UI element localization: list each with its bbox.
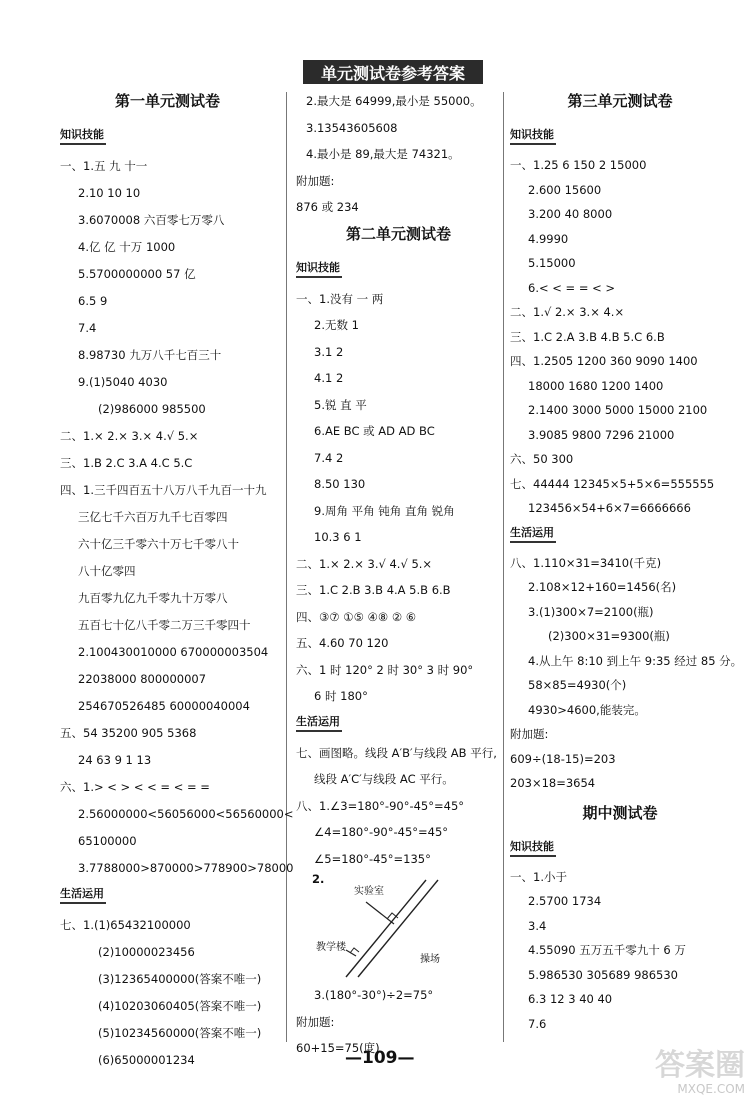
answer-line: 2.5700 1734 bbox=[528, 894, 602, 908]
answer-line: 四、③⑦ ①⑤ ④⑧ ② ⑥ bbox=[296, 609, 417, 624]
answer-line: 4.1 2 bbox=[314, 371, 344, 385]
answer-line: 三亿七千六百万九千七百零四 bbox=[78, 510, 228, 524]
answer-line: 3.(180°-30°)÷2=75° bbox=[314, 988, 434, 1002]
answer-line: 6.5 9 bbox=[78, 294, 108, 308]
answer-line: 九百零九亿九千零九十万零八 bbox=[78, 591, 228, 605]
answer-line: 5.15000 bbox=[528, 256, 576, 270]
answer-list bbox=[510, 153, 730, 521]
answer-line: 3.7788000>870000>778900>78000 bbox=[78, 861, 294, 875]
answer-line: 三、1.C 2.B 3.B 4.A 5.B 6.B bbox=[296, 583, 451, 597]
answer-line: 4.亿 亿 十万 1000 bbox=[78, 240, 176, 254]
answer-line: 2.1400 3000 5000 15000 2100 bbox=[528, 403, 708, 417]
answer-line: 6 时 180° bbox=[314, 689, 368, 703]
answer-line: 65100000 bbox=[78, 834, 137, 848]
answer-line: 2.10 10 10 bbox=[78, 186, 141, 200]
answer-line: 9.(1)5040 4030 bbox=[78, 375, 168, 389]
answer-line: 一、1.25 6 150 2 15000 bbox=[510, 158, 647, 172]
answer-list bbox=[296, 740, 501, 873]
answer-line: 876 或 234 bbox=[296, 200, 359, 214]
section-label: 知识技能 bbox=[510, 838, 556, 857]
watermark-text: 答案圈 bbox=[655, 1048, 745, 1083]
column-unit-1 bbox=[60, 88, 294, 1074]
answer-line: 18000 1680 1200 1400 bbox=[528, 378, 664, 393]
answer-line: ∠4=180°-90°-45°=45° bbox=[314, 825, 449, 839]
answer-line: 3.9085 9800 7296 21000 bbox=[528, 427, 675, 442]
answer-line: 2.108×12+160=1456(名) bbox=[528, 580, 677, 594]
answer-list bbox=[60, 153, 294, 882]
answer-line: 4.从上午 8:10 到上午 9:35 经过 85 分。 bbox=[528, 653, 743, 668]
answer-line: 4.55090 五万五千零九十 6 万 bbox=[528, 943, 686, 957]
column-divider bbox=[286, 92, 287, 1042]
answer-line: 七、44444 12345×5+5×6=555555 bbox=[510, 476, 715, 491]
answer-line: 3.200 40 8000 bbox=[528, 207, 613, 221]
unit-2-title: 第二单元测试卷 bbox=[345, 224, 451, 243]
answer-line: 一、1.没有 一 两 bbox=[296, 291, 384, 306]
answer-line: 7.4 2 bbox=[314, 450, 344, 465]
answer-line: 2.无数 1 bbox=[314, 318, 359, 332]
answer-line: 附加题: bbox=[296, 173, 335, 188]
answer-list bbox=[510, 865, 730, 1037]
column-divider bbox=[503, 92, 504, 1042]
answer-line: 五、4.60 70 120 bbox=[296, 636, 389, 650]
answer-line: 8.50 130 bbox=[314, 477, 366, 491]
answer-line: 3.1 2 bbox=[314, 344, 344, 359]
answer-line: 四、1.三千四百五十八万八千九百一十九 bbox=[60, 483, 267, 497]
answer-line: 线段 A′C′与线段 AC 平行。 bbox=[314, 772, 454, 786]
answers-banner: 单元测试卷参考答案 bbox=[303, 60, 483, 84]
answer-line: 58×85=4930(个) bbox=[528, 678, 627, 692]
diagram-number: 2. bbox=[312, 872, 325, 886]
answer-line: 附加题: bbox=[296, 1014, 335, 1029]
answer-line: (3)12365400000(答案不唯一) bbox=[98, 972, 262, 986]
answer-line: 二、1.× 2.× 3.× 4.√ 5.× bbox=[60, 429, 199, 443]
answer-line: 3.13543605608 bbox=[306, 120, 398, 135]
answer-line: 三、1.C 2.A 3.B 4.B 5.C 6.B bbox=[510, 329, 665, 344]
answer-line: 四、1.2505 1200 360 9090 1400 bbox=[510, 354, 698, 368]
answer-line: 6.AE BC 或 AD AD BC bbox=[314, 424, 435, 438]
answer-line: (2)10000023456 bbox=[98, 945, 195, 959]
answer-line: 七、1.(1)65432100000 bbox=[60, 918, 191, 932]
answer-list bbox=[510, 551, 743, 796]
answer-line: 五、54 35200 905 5368 bbox=[60, 726, 197, 740]
answer-line: (2)300×31=9300(瓶) bbox=[548, 629, 670, 643]
answer-line: 2.100430010000 670000003504 bbox=[78, 645, 269, 659]
answer-line: 609÷(18-15)=203 bbox=[510, 751, 616, 766]
answer-line: 附加题: bbox=[510, 727, 549, 741]
answer-line: (4)10203060405(答案不唯一) bbox=[98, 999, 262, 1013]
answer-line: 7.6 bbox=[528, 1016, 547, 1031]
answer-line: 六、50 300 bbox=[510, 452, 574, 466]
section-label: 知识技能 bbox=[296, 259, 342, 278]
midterm-title: 期中测试卷 bbox=[582, 803, 658, 822]
answer-line: 203×18=3654 bbox=[510, 776, 596, 790]
answer-line: 10.3 6 1 bbox=[314, 530, 362, 544]
answer-line: 4.最小是 89,最大是 74321。 bbox=[306, 147, 460, 161]
watermark-logo bbox=[620, 1050, 745, 1100]
answer-line: 六、1 时 120° 2 时 30° 3 时 90° bbox=[296, 662, 474, 677]
section-label: 知识技能 bbox=[510, 126, 556, 145]
answer-line: 八十亿零四 bbox=[78, 564, 136, 578]
answer-line: 2.600 15600 bbox=[528, 182, 602, 197]
map-diagram bbox=[296, 872, 496, 982]
watermark-url: MXQE.COM bbox=[677, 1082, 745, 1096]
answer-line: 二、1.√ 2.× 3.× 4.× bbox=[510, 305, 625, 319]
unit-3-title: 第三单元测试卷 bbox=[567, 92, 673, 110]
lab-label: 实验室 bbox=[354, 886, 384, 897]
answer-line: 六十亿三千零六十万七千零八十 bbox=[78, 537, 239, 551]
playground-label: 操场 bbox=[420, 954, 440, 965]
answer-line: 2.最大是 64999,最小是 55000。 bbox=[306, 94, 482, 108]
answer-line: ∠5=180°-45°=135° bbox=[314, 851, 431, 866]
answer-line: (5)10234560000(答案不唯一) bbox=[98, 1026, 262, 1040]
answer-line: 二、1.× 2.× 3.√ 4.√ 5.× bbox=[296, 556, 433, 571]
answer-line: 6.< < = = < > bbox=[528, 280, 616, 295]
answer-line: 4930>4600,能装完。 bbox=[528, 702, 646, 717]
answer-line: 9.周角 平角 钝角 直角 锐角 bbox=[314, 503, 455, 518]
unit-1-title: 第一单元测试卷 bbox=[114, 92, 220, 110]
answer-line: 24 63 9 1 13 bbox=[78, 753, 152, 767]
answer-line: 5.5700000000 57 亿 bbox=[78, 267, 196, 281]
answer-line: 3.6070008 六百零七万零八 bbox=[78, 213, 225, 227]
answer-line: 2.56000000<56056000<56560000< bbox=[78, 807, 294, 821]
answer-line: 五百七十亿八千零二万三千零四十 bbox=[78, 618, 251, 632]
answer-list bbox=[296, 286, 501, 710]
answer-line: 3.(1)300×7=2100(瓶) bbox=[528, 604, 654, 619]
answer-list bbox=[60, 912, 275, 1074]
section-label: 生活运用 bbox=[296, 713, 342, 732]
answer-line: 三、1.B 2.C 3.A 4.C 5.C bbox=[60, 456, 193, 470]
answer-line: 60+15=75(度) bbox=[296, 1041, 380, 1055]
section-label: 生活运用 bbox=[60, 885, 106, 904]
section-label: 生活运用 bbox=[510, 524, 556, 543]
school-label: 教学楼 bbox=[316, 942, 346, 953]
column-unit-3 bbox=[510, 88, 743, 1036]
answer-line: 4.9990 bbox=[528, 231, 569, 246]
answer-line: 一、1.五 九 十一 bbox=[60, 159, 148, 173]
answer-list bbox=[296, 88, 501, 221]
answer-line: 3.4 bbox=[528, 918, 547, 933]
page-number: —109— bbox=[345, 1048, 415, 1068]
answer-line: (6)65000001234 bbox=[98, 1053, 195, 1067]
answer-line: 八、1.110×31=3410(千克) bbox=[510, 555, 662, 570]
answer-line: 123456×54+6×7=6666666 bbox=[528, 501, 691, 515]
answer-line: 八、1.∠3=180°-90°-45°=45° bbox=[296, 798, 465, 813]
answer-line: 七、画图略。线段 A′B′与线段 AB 平行, bbox=[296, 745, 497, 760]
column-unit-2 bbox=[296, 88, 501, 1062]
answer-line: 22038000 800000007 bbox=[78, 672, 207, 686]
answer-line: 5.986530 305689 986530 bbox=[528, 967, 678, 982]
answer-line: 7.4 bbox=[78, 321, 97, 335]
answer-line: 六、1.> < > < < = < = = bbox=[60, 780, 210, 794]
answer-line: 254670526485 60000040004 bbox=[78, 699, 250, 713]
answer-line: 一、1.小于 bbox=[510, 869, 567, 884]
diagram-lines bbox=[296, 872, 496, 982]
answer-line: 5.锐 直 平 bbox=[314, 397, 367, 412]
answer-line: 8.98730 九万八千七百三十 bbox=[78, 348, 222, 362]
section-label: 知识技能 bbox=[60, 126, 106, 145]
answer-line: 6.3 12 3 40 40 bbox=[528, 992, 613, 1006]
answer-line: (2)986000 985500 bbox=[98, 402, 206, 416]
